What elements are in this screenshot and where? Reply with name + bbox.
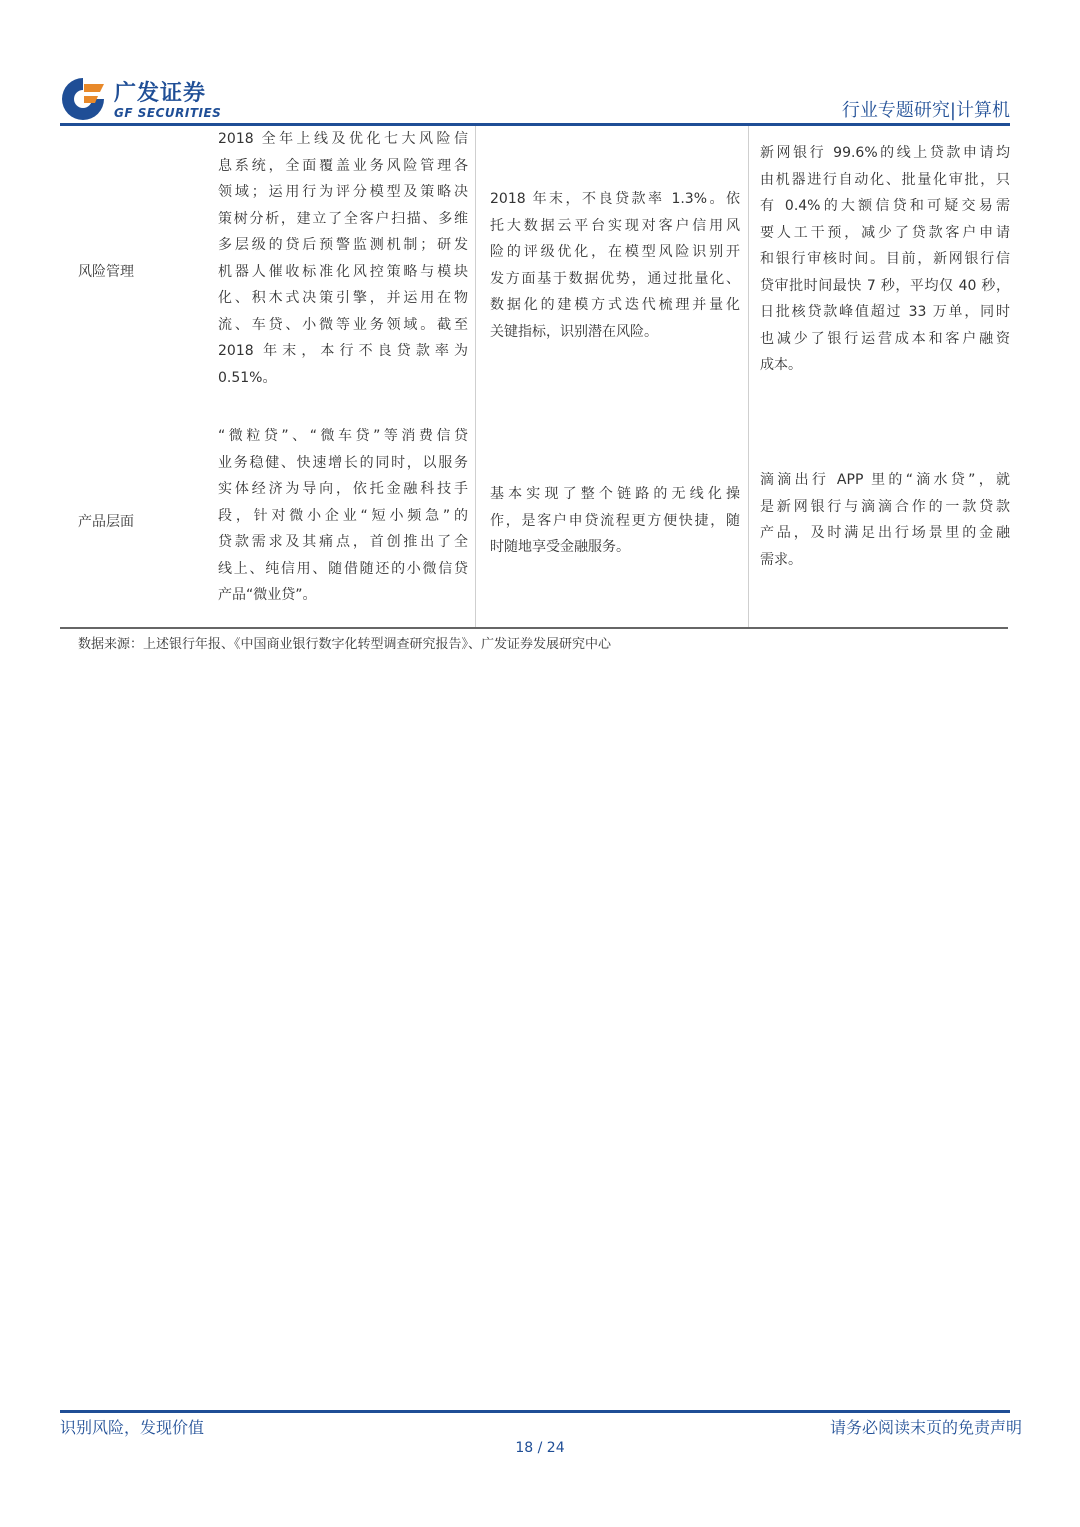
gf-securities-logo <box>58 74 238 124</box>
line: 0.51%。 <box>218 369 277 386</box>
column-divider <box>748 126 749 423</box>
line: 线上、纯信用、随借随还的小微信贷 <box>218 560 468 577</box>
cell-bank-b-product <box>490 481 740 561</box>
line: 贷款需求及其痛点，首创推出了全 <box>218 534 468 550</box>
line: 基本实现了整个链路的无线化操 <box>490 486 740 502</box>
line: 发方面基于数据优势，通过批量化、 <box>490 270 740 287</box>
footer-disclaimer-notice: 请务必阅读末页的免责声明 <box>829 1418 1022 1437</box>
line: 托大数据云平台实现对客户信用风 <box>490 217 740 234</box>
footer-slogan: 识别风险，发现价值 <box>60 1418 205 1437</box>
line: 机器人催收标准化风控策略与模块 <box>218 263 468 280</box>
cell-bank-b-risk <box>490 186 740 345</box>
column-divider <box>475 423 476 627</box>
line: 时随地享受金融服务。 <box>490 539 630 555</box>
line: 是新网银行与滴滴合作的一款贷款 <box>760 498 1010 515</box>
cell-bank-a-product <box>218 423 468 609</box>
line: 息系统，全面覆盖业务风险管理各 <box>218 157 468 174</box>
line: 日批核贷款峰值超过 33 万单，同时 <box>760 304 1010 320</box>
line: 2018 年末，不良贷款率 1.3%。依 <box>490 191 740 207</box>
row-label-risk-management: 风险管理 <box>78 264 134 280</box>
line: 实体经济为导向，依托金融科技手 <box>218 481 468 497</box>
table-row-risk-management <box>60 126 1008 423</box>
report-type-label: 行业专题研究|计算机 <box>841 100 1010 121</box>
column-divider <box>748 423 749 627</box>
line: 领域；运用行为评分模型及策略决 <box>218 184 468 200</box>
line: 化、积木式决策引擎，并运用在物 <box>218 290 468 306</box>
line: “微粒贷”、“微车贷”等消费信贷 <box>218 428 468 444</box>
table-row-product <box>60 423 1008 627</box>
footer-divider <box>60 1410 1010 1413</box>
line: 和银行审核时间。目前，新网银行信 <box>760 251 1010 267</box>
line: 流、车贷、小微等业务领域。截至 <box>218 316 468 333</box>
row-label-product: 产品层面 <box>78 514 134 530</box>
line: 2018 年末，本行不良贷款率为 <box>218 343 468 359</box>
line: 关键指标，识别潜在风险。 <box>490 323 658 340</box>
line: 由机器进行自动化、批量化审批，只 <box>760 171 1010 188</box>
line: 新网银行 99.6%的线上贷款申请均 <box>760 145 1010 161</box>
page-number: 18 / 24 <box>515 1440 565 1456</box>
line: 产品，及时满足出行场景里的金融 <box>760 525 1010 541</box>
line: 数据化的建模方式迭代梳理并量化 <box>490 297 740 313</box>
column-divider <box>475 126 476 423</box>
line: 险的评级优化，在模型风险识别开 <box>490 244 740 260</box>
line: 需求。 <box>760 551 802 568</box>
line: 滴滴出行 APP 里的“滴水贷”，就 <box>760 472 1010 488</box>
line: 作，是客户申贷流程更方便快捷，随 <box>490 512 740 529</box>
line: 有 0.4%的大额信贷和可疑交易需 <box>760 198 1010 214</box>
page-header <box>0 0 1080 126</box>
data-source-note: 数据来源：上述银行年报、《中国商业银行数字化转型调查研究报告》、广发证券发展研究中心 <box>78 637 612 652</box>
line: 成本。 <box>760 357 802 373</box>
line: 贷审批时间最快 7 秒，平均仅 40 秒， <box>760 277 1010 294</box>
line: 段，针对微小企业“短小频急”的 <box>218 507 468 524</box>
line: 多层级的贷后预警监测机制；研发 <box>218 237 468 253</box>
logo-chinese-name: 广发证券 <box>114 81 207 106</box>
line: 2018 全年上线及优化七大风险信 <box>218 131 468 147</box>
line: 要人工干预，减少了贷款客户申请 <box>760 224 1010 241</box>
comparison-table <box>60 126 1008 627</box>
table-bottom-rule <box>60 627 1008 629</box>
cell-bank-c-risk <box>760 140 1010 379</box>
line: 产品“微业贷”。 <box>218 587 317 603</box>
logo-english-name: GF SECURITIES <box>114 106 222 120</box>
line: 业务稳健、快速增长的同时，以服务 <box>218 454 468 471</box>
gf-logo-icon <box>58 74 108 124</box>
cell-bank-a-risk <box>218 126 468 391</box>
line: 策树分析，建立了全客户扫描、多维 <box>218 210 468 227</box>
cell-bank-c-product <box>760 467 1010 573</box>
line: 也减少了银行运营成本和客户融资 <box>760 330 1010 347</box>
